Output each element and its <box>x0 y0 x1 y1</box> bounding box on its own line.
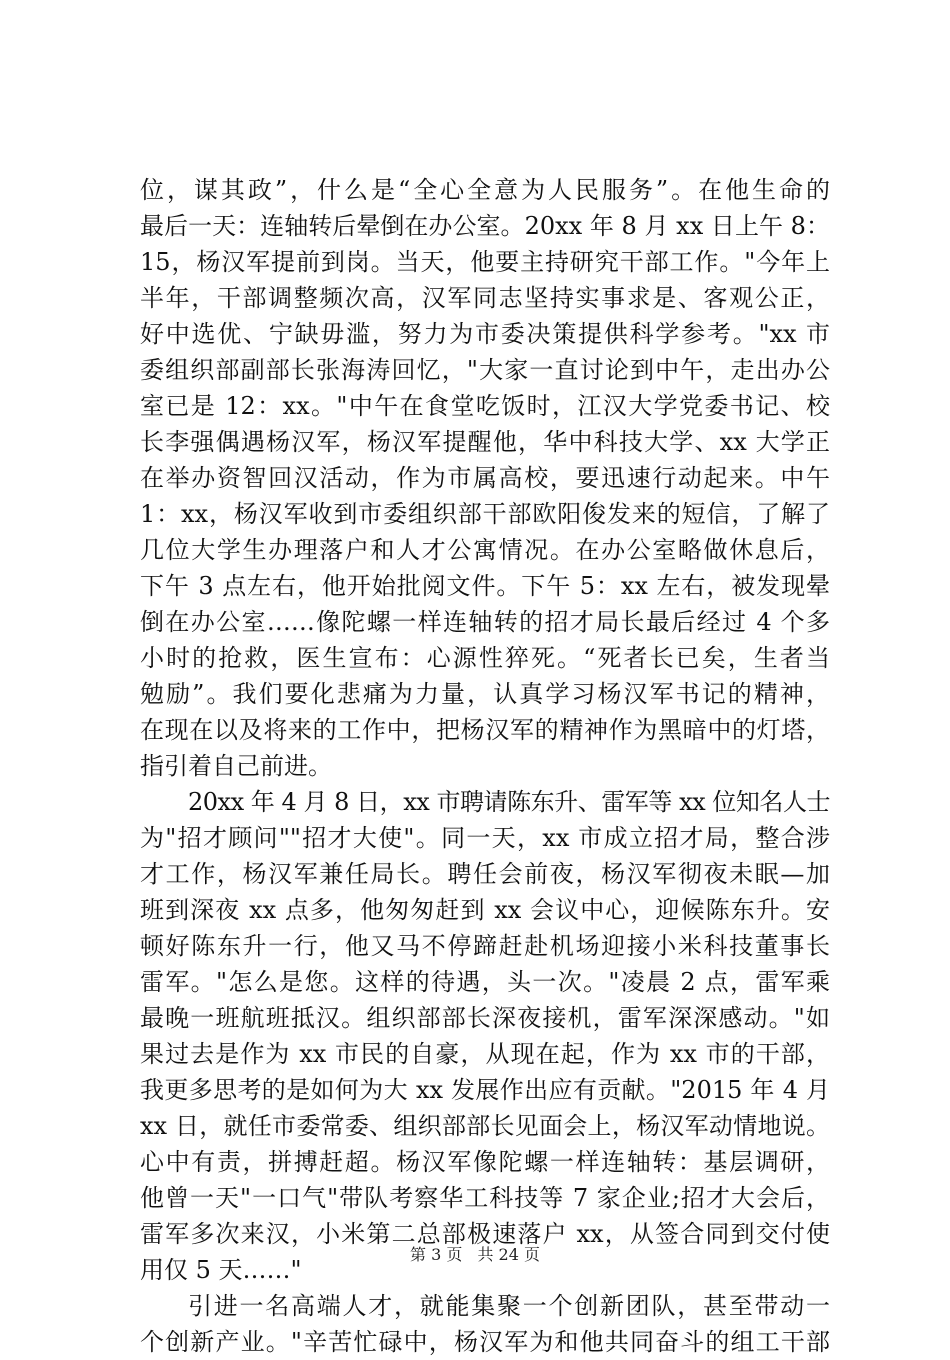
text-line: 倒在办公室……像陀螺一样连轴转的招才局长最后经过 4 个多 <box>140 608 830 636</box>
text-line: 指引着自己前进。 <box>140 752 332 780</box>
text-line: 在举办资智回汉活动，作为市属高校，要迅速行动起来。中午 <box>140 464 830 492</box>
text-line: 室已是 12：xx。"中午在食堂吃饭时，江汉大学党委书记、校 <box>140 392 830 420</box>
text-line: 20xx 年 4 月 8 日，xx 市聘请陈东升、雷军等 xx 位知名人士 <box>188 788 830 816</box>
text-line: 为"招才顾问""招才大使"。同一天，xx 市成立招才局，整合涉 <box>140 824 830 852</box>
text-line: 半年，干部调整频次高，汉军同志坚持实事求是、客观公正， <box>140 284 830 312</box>
text-line: 1：xx，杨汉军收到市委组织部干部欧阳俊发来的短信，了解了 <box>140 500 830 528</box>
text-line: 小时的抢救，医生宣布：心源性猝死。“死者长已矣，生者当 <box>140 644 830 672</box>
text-line: 才工作，杨汉军兼任局长。聘任会前夜，杨汉军彻夜未眠—加 <box>140 860 830 888</box>
text-line: 最晚一班航班抵汉。组织部部长深夜接机，雷军深深感动。"如 <box>140 1004 830 1032</box>
text-line: 勉励”。我们要化悲痛为力量，认真学习杨汉军书记的精神， <box>140 680 830 708</box>
text-line: 几位大学生办理落户和人才公寓情况。在办公室略做休息后， <box>140 536 830 564</box>
document-body <box>140 172 830 1360</box>
text-line: 我更多思考的是如何为大 xx 发展作出应有贡献。"2015 年 4 月 <box>140 1076 830 1104</box>
text-line: 用仅 5 天……" <box>140 1256 302 1284</box>
text-line: 在现在以及将来的工作中，把杨汉军的精神作为黑暗中的灯塔， <box>140 716 830 744</box>
text-line: 委组织部副部长张海涛回忆，"大家一直讨论到中午，走出办公 <box>140 356 830 384</box>
text-line: 下午 3 点左右，他开始批阅文件。下午 5：xx 左右，被发现晕 <box>140 572 830 600</box>
text-line: 他曾一天"一口气"带队考察华工科技等 7 家企业;招才大会后， <box>140 1184 830 1212</box>
text-line: 雷军。"怎么是您。这样的待遇，头一次。"凌晨 2 点，雷军乘 <box>140 968 830 996</box>
text-line: 班到深夜 xx 点多，他匆匆赶到 xx 会议中心，迎候陈东升。安 <box>140 896 830 924</box>
text-line: 最后一天：连轴转后晕倒在办公室。20xx 年 8 月 xx 日上午 8： <box>140 212 830 240</box>
text-line: 雷军多次来汉，小米第二总部极速落户 xx，从签合同到交付使 <box>140 1220 830 1248</box>
page-number: 第 3 页 <box>410 1245 463 1264</box>
text-line: 15，杨汉军提前到岗。当天，他要主持研究干部工作。"今年上 <box>140 248 830 276</box>
text-line: 好中选优、宁缺毋滥，努力为市委决策提供科学参考。"xx 市 <box>140 320 830 348</box>
page-footer <box>0 1245 950 1265</box>
text-line: 引进一名高端人才，就能集聚一个创新团队，甚至带动一 <box>188 1292 830 1320</box>
text-line: 心中有责，拼搏赶超。杨汉军像陀螺一样连轴转：基层调研， <box>140 1148 830 1176</box>
text-line: 个创新产业。"辛苦忙碌中，杨汉军为和他共同奋斗的组工干部 <box>140 1328 830 1356</box>
text-line: 果过去是作为 xx 市民的自豪，从现在起，作为 xx 市的干部， <box>140 1040 830 1068</box>
page-total: 共 24 页 <box>477 1245 540 1264</box>
text-line: 顿好陈东升一行，他又马不停蹄赶赴机场迎接小米科技董事长 <box>140 932 830 960</box>
text-line: 位，谋其政”，什么是“全心全意为人民服务”。在他生命的 <box>140 176 830 204</box>
text-line: 长李强偶遇杨汉军，杨汉军提醒他，华中科技大学、xx 大学正 <box>140 428 830 456</box>
text-line: xx 日，就任市委常委、组织部部长见面会上，杨汉军动情地说。 <box>140 1112 830 1140</box>
